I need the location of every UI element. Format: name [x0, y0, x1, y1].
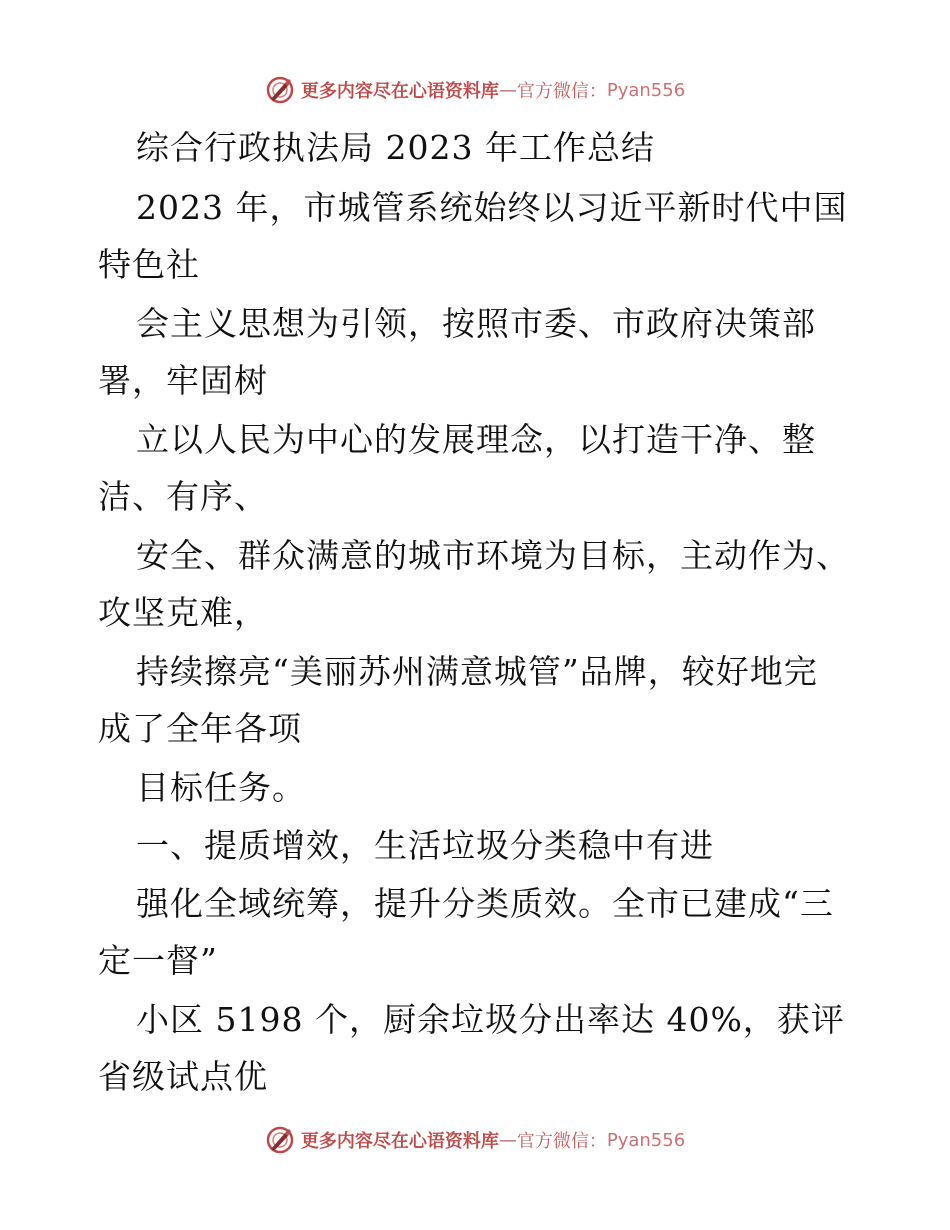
section-heading: 一、提质增效，生活垃圾分类稳中有进	[136, 826, 714, 865]
text-line: 定一督”	[98, 941, 218, 980]
text-line: 小区 5198 个，厨余垃圾分出率达 40%，获评	[136, 1000, 845, 1039]
text-line: 强化全域统筹，提升分类质效。全市已建成“三	[136, 884, 834, 923]
watermark-suffix: 官方微信：	[516, 1131, 607, 1152]
pen-logo-icon	[265, 1125, 295, 1155]
text-line: 洁、有序、	[98, 477, 268, 516]
watermark-id: Pyan556	[606, 79, 686, 101]
text-line: 目标任务。	[136, 768, 306, 807]
text-line: 署，牢固树	[98, 361, 268, 400]
watermark-separator: —	[498, 79, 517, 101]
watermark-suffix: 官方微信：	[516, 81, 607, 102]
document-title: 综合行政执法局 2023 年工作总结	[136, 128, 655, 167]
watermark-separator: —	[498, 1129, 517, 1151]
watermark-id: Pyan556	[606, 1129, 686, 1151]
watermark-brand: 更多内容尽在心语资料库	[300, 1131, 499, 1152]
text-line: 攻坚克难，	[98, 593, 268, 632]
header-watermark	[0, 70, 950, 110]
text-line: 持续擦亮“美丽苏州满意城管”品牌，较好地完	[136, 652, 818, 691]
text-line: 省级试点优	[98, 1057, 268, 1096]
footer-watermark	[0, 1120, 950, 1160]
text-line: 立以人民为中心的发展理念，以打造干净、整	[136, 420, 816, 459]
text-line: 成了全年各项	[98, 709, 302, 748]
text-line: 特色社	[98, 245, 200, 284]
pen-logo-icon	[265, 75, 295, 105]
watermark-brand: 更多内容尽在心语资料库	[300, 81, 499, 102]
text-line: 安全、群众满意的城市环境为目标，主动作为、	[136, 536, 850, 575]
text-line: 2023 年，市城管系统始终以习近平新时代中国	[136, 188, 848, 227]
text-line: 会主义思想为引领，按照市委、市政府决策部	[136, 304, 816, 343]
